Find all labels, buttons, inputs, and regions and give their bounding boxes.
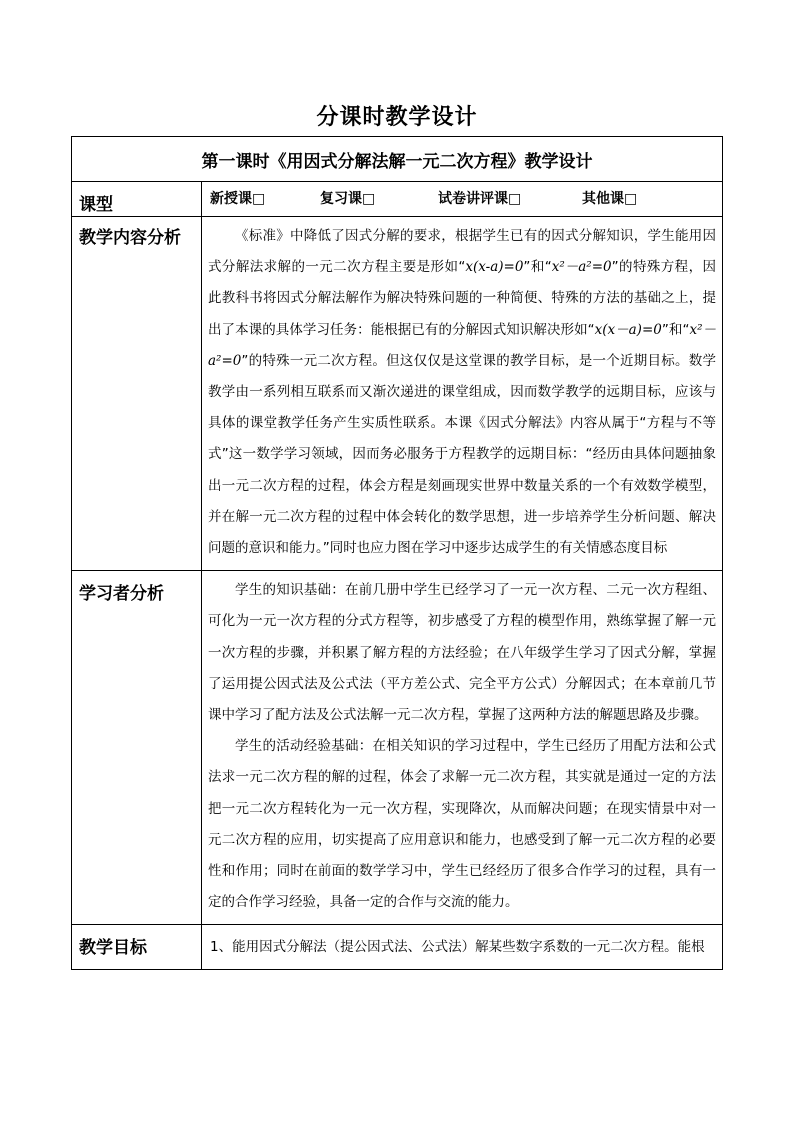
learner-analysis-row (72, 571, 723, 925)
experience-basis-paragraph: 学生的活动经验基础：在相关知识的学习过程中，学生已经历了用配方法和公式法求一元二次方程的解的过程，体会了求解一元二次方程，其实就是通过一定的方法把一元二次方程转化为一元一次方程，实现降次，从而解决问题；在现实情景中对一元二次方程的应用，切实提高了应用意识和能力，也感受到了解一元二次方程的必要性和作用；同时在前面的数学学习中，学生已经经历了很多合作学习的过程，具有一定的合作学习经验，具备一定的合作与交流的能力。 (208, 738, 716, 911)
equation-4: x²－a²=0 (208, 321, 716, 369)
teaching-goal-item-1: 1、能用因式分解法（提公因式法、公式法）解某些数字系数的一元二次方程。能根 (202, 925, 723, 970)
content-analysis-paragraph (208, 221, 716, 564)
content-analysis-label: 教学内容分析 (72, 217, 202, 571)
lesson-type-options (202, 182, 723, 217)
lesson-type-row (72, 182, 723, 217)
learner-analysis-text (202, 571, 723, 925)
lesson-type-label: 课型 (72, 182, 202, 217)
option-exam-review-lesson[interactable]: 试卷讲评课□ (438, 191, 522, 207)
teaching-goals-label: 教学目标 (72, 925, 202, 970)
text-segment: ”和“ (661, 321, 690, 338)
equation-3: x(x－a)=0 (594, 321, 662, 338)
knowledge-basis-paragraph: 学生的知识基础：在前几册中学生已经学习了一元一次方程、二元一次方程组、可化为一元一次方程的分式方程等，初步感受了方程的模型作用，熟练掌握了解一元一次方程的步骤，并积累了解方程的方法经验；在八年级学生学习了因式分解，掌握了运用提公因式法及公式法（平方差公式、完全平方公式）分解因式；在本章前几节课中学习了配方法及公式法解一元二次方程，掌握了这两种方法的解题思路及步骤。 (208, 582, 716, 724)
text-segment: 《标准》中降低了因式分解的要求，根据学生已有的因式分解知识，学生能用因式分解法求解的一元二次方程主要是形如“ (208, 228, 716, 276)
text-segment: ”和“ (523, 259, 552, 276)
option-other-lesson[interactable]: 其他课□ (582, 191, 638, 207)
text-segment: ”的特殊一元二次方程。但这仅仅是这堂课的教学目标，是一个近期目标。数学教学由一系列相互联系而又渐次递进的课堂组成，因而数学教学的远期目标，应该与具体的课堂教学任务产生实质性联系。本课《因式分解法》内容从属于“方程与不等式”这一数学学习领域，因而务必服务于方程教学的远期目标：“经历由具体问题抽象出一元二次方程的过程，体会方程是刻画现实世界中数量关系的一个有效数学模型，并在解一元二次方程的过程中体会转化的数学思想，进一步培养学生分析问题、解决问题的意识和能力。”同时也应力图在学习中逐步达成学生的有关情感态度目标 (208, 352, 716, 557)
option-new-lesson[interactable]: 新授课□ (210, 191, 266, 207)
content-analysis-row (72, 217, 723, 571)
learner-analysis-label: 学习者分析 (72, 571, 202, 925)
equation-2: x²－a²=0 (551, 259, 612, 276)
equation-1: x(x-a)=0 (465, 259, 524, 276)
option-review-lesson[interactable]: 复习课□ (320, 191, 376, 207)
table-title: 第一课时《用因式分解法解一元二次方程》教学设计 (72, 137, 723, 182)
text-segment: ”的特殊方程，因此教科书将因式分解法解作为解决特殊问题的一种简便、特殊的方法的基础之上，提出了本课的具体学习任务：能根据已有的分解因式知识解决形如“ (208, 259, 716, 338)
page-title: 分课时教学设计 (316, 105, 478, 130)
teaching-goals-row (72, 925, 723, 970)
lesson-design-table (71, 136, 723, 970)
content-analysis-text (202, 217, 723, 571)
table-header-row (72, 137, 723, 182)
